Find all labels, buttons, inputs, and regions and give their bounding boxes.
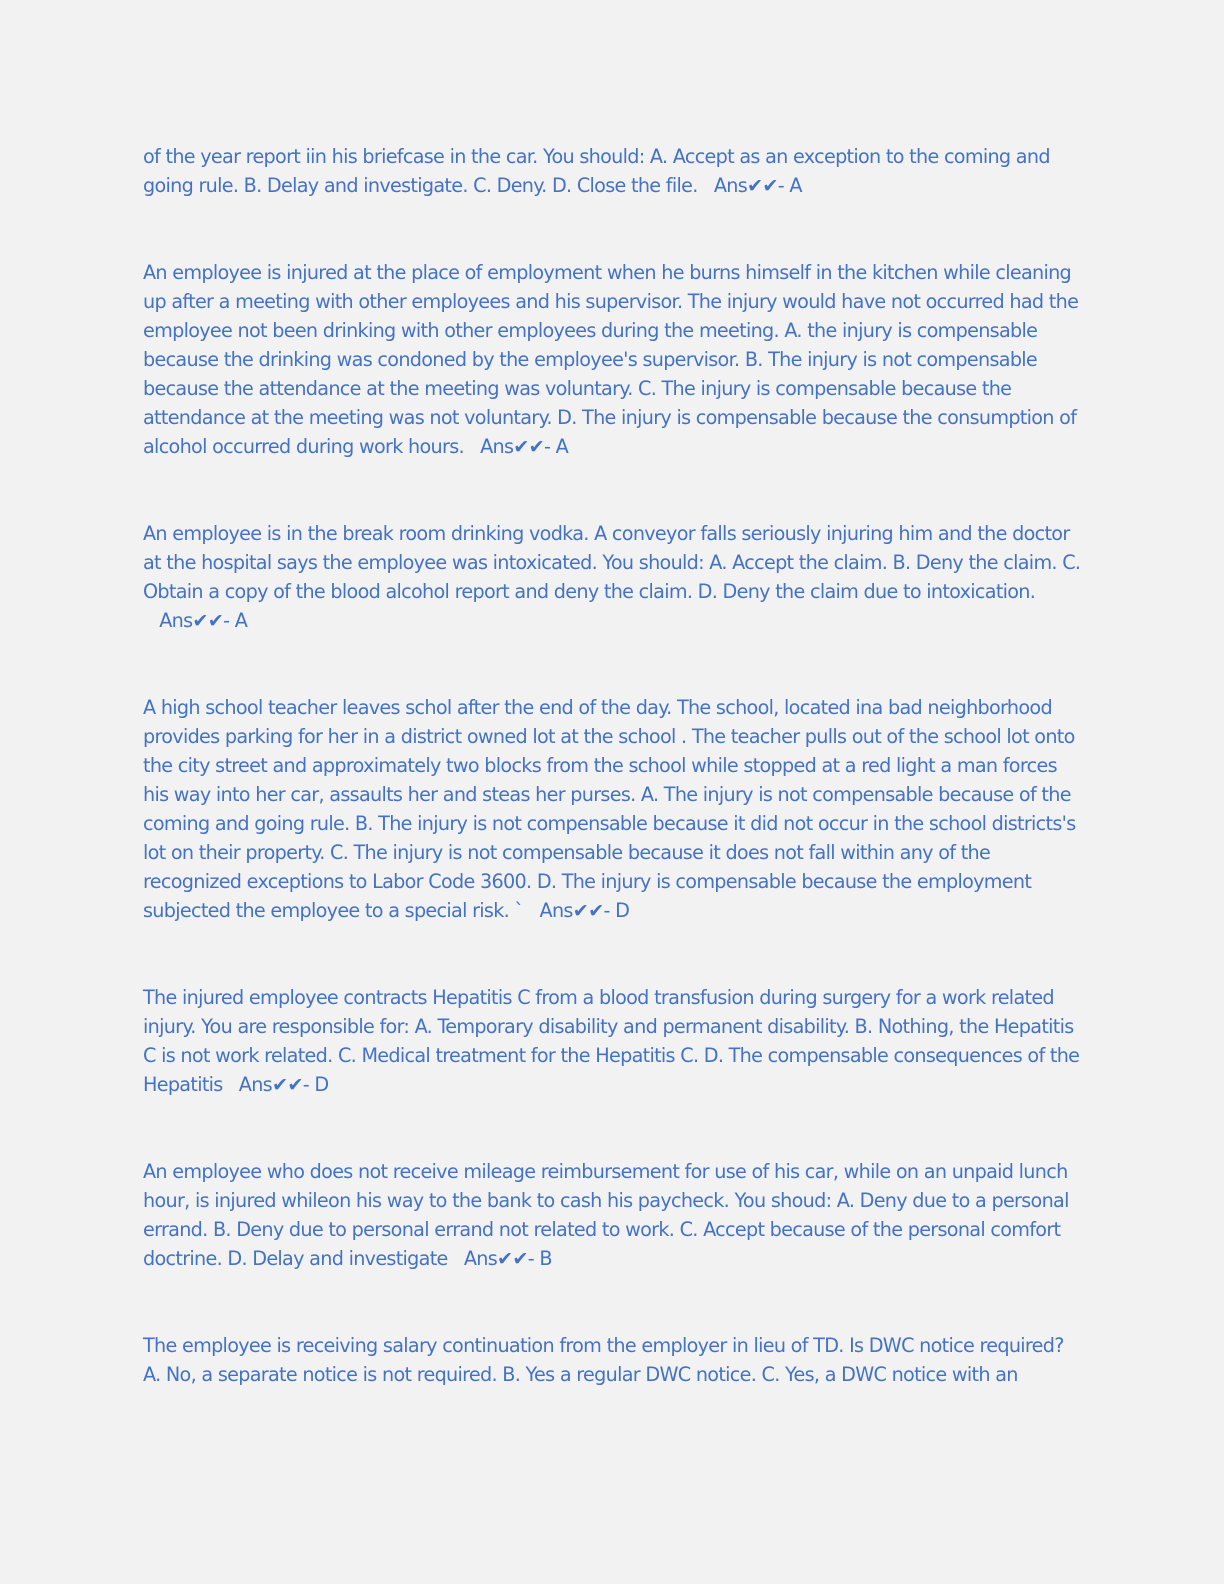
answer-text: Ans✔✔- D	[539, 899, 630, 922]
question-text: The injured employee contracts Hepatitis C from a blood transfusion during surgery for a work related injury. You are responsible for: A. Temporary disability and permanent disability. B. Nothing, the Hepatitis C is not work related. C. Medical treatment for the Hepatitis C. D. The compensable consequences of the Hepatitis	[143, 986, 1080, 1096]
question-text: An employee is injured at the place of employment when he burns himself in the kitchen while cleaning up after a meeting with other employees and his supervisor. The injury would have not occurred had the employee not been drinking with other employees during the meeting. A. the injury is compensable because the drinking was condoned by the employee's supervisor. B. The injury is not compensable because the attendance at the meeting was voluntary. C. The injury is compensable because the attendance at the meeting was not voluntary. D. The injury is compensable because the consumption of alcohol occurred during work hours.	[143, 261, 1079, 458]
question-text: An employee who does not receive mileage reimbursement for use of his car, while on an unpaid lunch hour, is injured whileon his way to the bank to cash his paycheck. You shoud: A. Deny due to a personal errand. B. Deny due to personal errand not related to work. C. Accept because of the personal comfort doctrine. D. Delay and investigate	[143, 1160, 1069, 1270]
answer-text: Ans✔✔- A	[713, 174, 802, 197]
document-page	[143, 142, 1083, 1389]
question-text: A high school teacher leaves schol after the end of the day. The school, located ina bad neighborhood provides parking for her in a district owned lot at the school . The teacher pulls out of the school lot onto the city street and approximately two blocks from the school while stopped at a red light a man forces his way into her car, assaults her and steas her purses. A. The injury is not compensable because of the coming and going rule. B. The injury is not compensable because it did not occur in the school districts's lot on their property. C. The injury is not compensable because it does not fall within any of the recognized exceptions to Labor Code 3600. D. The injury is compensable because the employment subjected the employee to a special risk. `	[143, 696, 1076, 922]
question-block	[143, 693, 1083, 925]
question-block	[143, 1157, 1083, 1273]
question-text: of the year report iin his briefcase in the car. You should: A. Accept as an exception to the coming and going rule. B. Delay and investigate. C. Deny. D. Close the file.	[143, 145, 1050, 197]
answer-text: Ans✔✔- D	[238, 1073, 329, 1096]
answer-text: Ans✔✔- A	[159, 609, 248, 632]
question-text: An employee is in the break room drinking vodka. A conveyor falls seriously injuring him and the doctor at the hospital says the employee was intoxicated. You should: A. Accept the claim. B. Deny the claim. C. Obtain a copy of the blood alcohol report and deny the claim. D. Deny the claim due to intoxication.	[143, 522, 1081, 603]
question-block	[143, 519, 1083, 635]
question-block	[143, 983, 1083, 1099]
answer-text: Ans✔✔- B	[463, 1247, 552, 1270]
question-block	[143, 258, 1083, 461]
answer-text: Ans✔✔- A	[480, 435, 569, 458]
question-text: The employee is receiving salary continuation from the employer in lieu of TD. Is DWC notice required? A. No, a separate notice is not required. B. Yes a regular DWC notice. C. Yes, a DWC notice with an	[143, 1334, 1064, 1386]
question-block	[143, 142, 1083, 200]
question-block	[143, 1331, 1083, 1389]
